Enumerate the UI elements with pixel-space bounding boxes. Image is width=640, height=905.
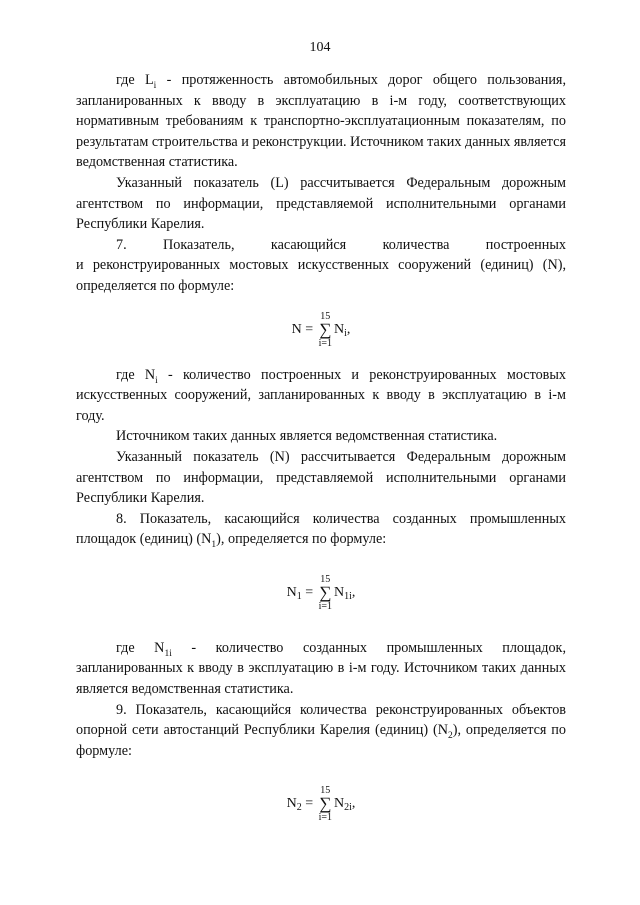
formula-term: N [334, 796, 345, 812]
formula-lhs: N [286, 796, 297, 812]
paragraph-ni-definition [76, 365, 566, 427]
sum-operator [319, 311, 332, 349]
text: - протяженность автомобильных дорог общего пользования, запланированных к вводу в эксплуатацию в i-м году, соответствующих нормативным требованиям к транспортно-эксплуатационным показателям, по результатам строительства и реконструкции. Источником таких данных является ведомственная статистика. [76, 72, 566, 171]
formula-equals: = [301, 796, 317, 812]
text: 9. Показатель, касающийся количества реконструированных объектов опорной сети автостанций Республики Карелия (единиц) (N [76, 701, 566, 739]
text: где L [116, 72, 154, 88]
paragraph-l-definition [76, 70, 566, 173]
formula-n2-sum [76, 783, 566, 825]
text: ), определяется по формуле: [216, 531, 387, 548]
subscript: i [155, 375, 158, 386]
formula-equals: = [301, 584, 317, 600]
formula-end: , [351, 796, 356, 812]
paragraph-l-source: Указанный показатель (L) рассчитывается Федеральным дорожным агентством по информации, представляемой исполнительными органами Республики Карелия. [76, 174, 566, 233]
sum-lower-limit: i=1 [318, 337, 333, 349]
paragraph-n1i-definition [76, 638, 566, 700]
text: где N [116, 366, 156, 383]
paragraph-item-7-heading: 7. Показатель, касающийся количества построенных [116, 236, 566, 253]
formula-term: N [334, 584, 345, 600]
formula-lhs-subscript: 2 [296, 802, 302, 814]
formula-lhs: N [291, 321, 302, 337]
formula-end: , [351, 584, 356, 600]
formula-lhs: N [286, 584, 297, 600]
page-number: 104 [309, 40, 331, 55]
text: где N [116, 639, 165, 656]
sum-lower-limit: i=1 [318, 812, 333, 824]
sum-upper-limit: 15 [320, 310, 331, 322]
formula-term-subscript: i [344, 327, 347, 339]
subscript: 1i [164, 648, 172, 659]
subscript: 2 [447, 731, 453, 742]
sum-upper-limit: 15 [320, 785, 331, 797]
subscript: i [153, 80, 157, 91]
formula-term: N [334, 321, 345, 337]
subscript: 1 [211, 540, 217, 551]
text: ), определяется по формуле: [76, 722, 566, 759]
sum-operator [319, 574, 332, 612]
formula-n1-sum [76, 572, 566, 614]
paragraph-item-7-body: и реконструированных мостовых искусственных сооружений (единиц) (N), определяется по формуле: [76, 257, 566, 294]
paragraph-item-9 [76, 700, 566, 762]
formula-end: , [346, 321, 351, 337]
sum-operator [319, 785, 332, 823]
formula-lhs-subscript: 1 [296, 590, 302, 602]
paragraph-n-agency: Указанный показатель (N) рассчитывается Федеральным дорожным агентством по информации, представляемой исполнительными органами Республики Карелия. [76, 448, 566, 507]
sigma-icon: ∑ [319, 582, 332, 602]
formula-n-sum [76, 309, 566, 351]
formula-equals: = [301, 321, 317, 337]
sigma-icon: ∑ [319, 319, 332, 339]
sum-upper-limit: 15 [320, 573, 331, 585]
sum-lower-limit: i=1 [318, 600, 333, 612]
formula-term-subscript: 2i [344, 802, 352, 814]
sigma-icon: ∑ [319, 794, 332, 814]
text: - количество созданных промышленных площадок, запланированных к вводу в эксплуатацию в i-м году. Источником таких данных является ведомственная статистика. [76, 639, 566, 698]
text: 8. Показатель, касающийся количества созданных промышленных площадок (единиц) (N [76, 510, 566, 548]
document-body [76, 70, 566, 849]
paragraph-item-8 [76, 509, 566, 550]
formula-term-subscript: 1i [344, 590, 352, 602]
paragraph-n-source: Источником таких данных является ведомственная статистика. [116, 428, 498, 445]
text: - количество построенных и реконструированных мостовых искусственных сооружений, запланированных к вводу в эксплуатацию в i-м году. [76, 366, 567, 424]
